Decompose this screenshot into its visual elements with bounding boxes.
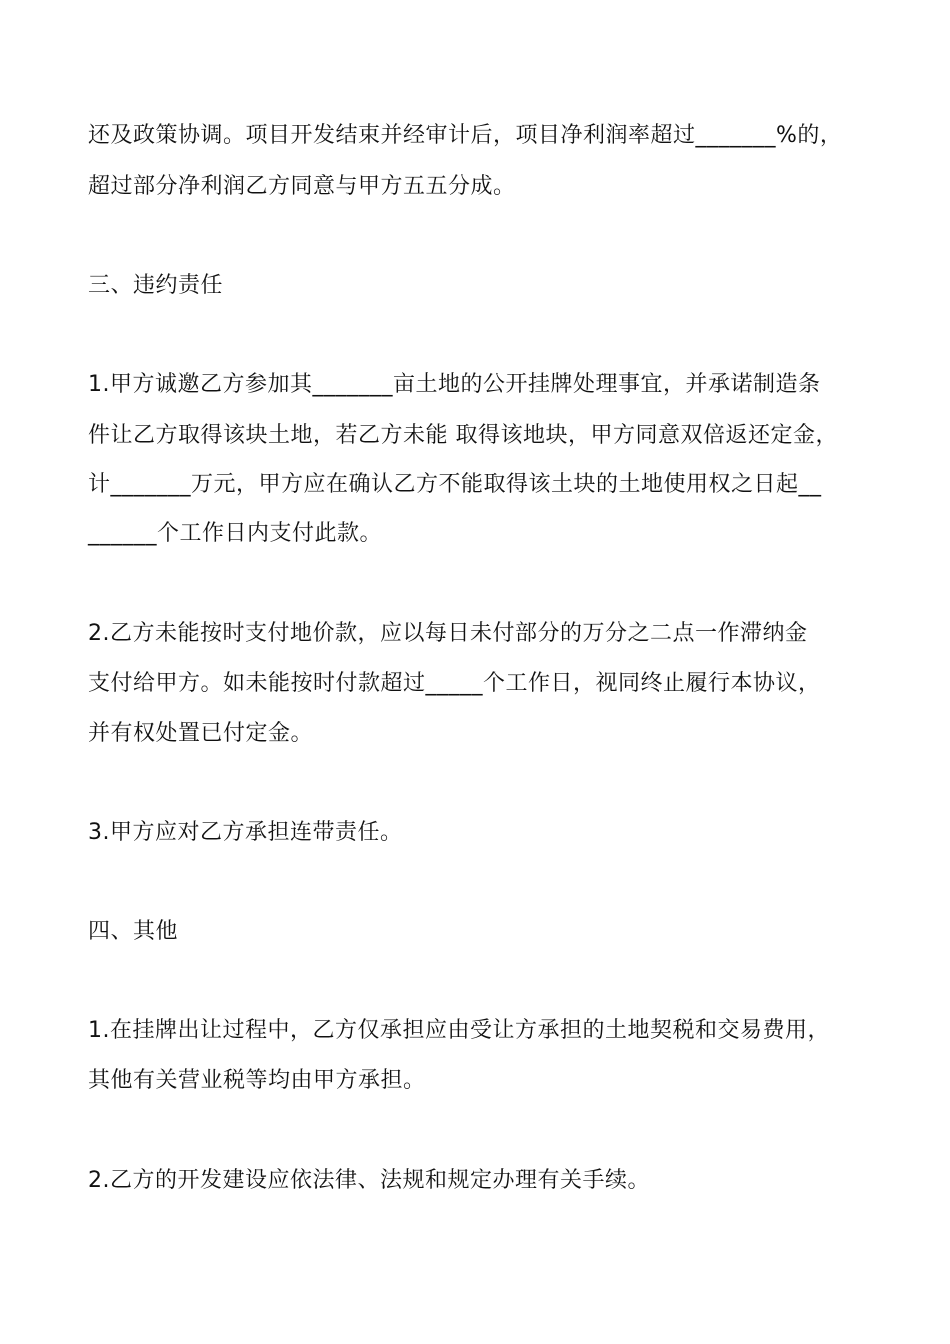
paragraph-line: 其他有关营业税等均由甲方承担。 <box>88 1068 426 1093</box>
paragraph-line: 1.甲方诚邀乙方参加其_______亩土地的公开挂牌处理事宜，并承诺制造条 <box>88 372 821 397</box>
section-heading-breach: 三、违约责任 <box>88 273 224 298</box>
paragraph-line: 还及政策协调。项目开发结束并经审计后，项目净利润率超过_______%的， <box>88 123 843 148</box>
paragraph-line: ______个工作日内支付此款。 <box>88 521 383 546</box>
paragraph-line: 件让乙方取得该块土地，若乙方未能 取得该地块，甲方同意双倍返还定金， <box>88 423 838 448</box>
paragraph-line: 2.乙方的开发建设应依法律、法规和规定办理有关手续。 <box>88 1168 650 1193</box>
paragraph-line: 计_______万元，甲方应在确认乙方不能取得该土块的土地使用权之日起__ <box>88 472 822 497</box>
section-heading-other: 四、其他 <box>88 919 179 944</box>
paragraph-line: 2.乙方未能按时支付地价款，应以每日未付部分的万分之二点一作滞纳金 <box>88 621 808 646</box>
paragraph-line: 并有权处置已付定金。 <box>88 721 314 746</box>
paragraph-line: 支付给甲方。如未能按时付款超过_____个工作日，视同终止履行本协议， <box>88 671 821 696</box>
paragraph-line: 1.在挂牌出让过程中，乙方仅承担应由受让方承担的土地契税和交易费用， <box>88 1018 830 1043</box>
paragraph-line: 超过部分净利润乙方同意与甲方五五分成。 <box>88 174 516 199</box>
paragraph-line: 3.甲方应对乙方承担连带责任。 <box>88 820 403 845</box>
